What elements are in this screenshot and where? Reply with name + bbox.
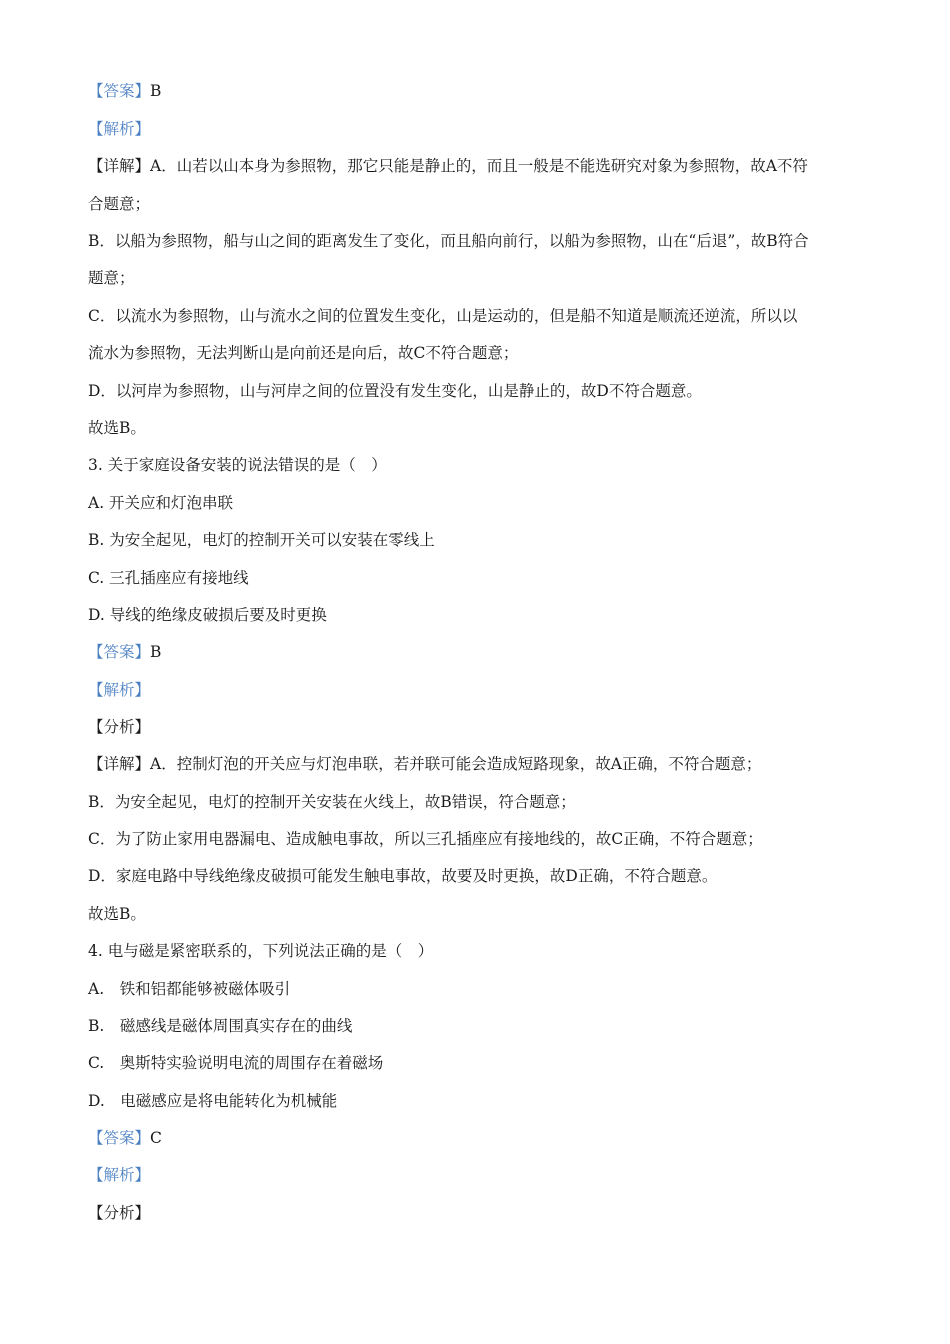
text-segment: 故选B。 — [88, 419, 146, 437]
text-segment: B — [150, 643, 162, 661]
text-segment: C．为了防止家用电器漏电、造成触电事故，所以三孔插座应有接地线的，故C正确，不符合题意； — [88, 830, 763, 848]
text-segment: D．以河岸为参照物，山与河岸之间的位置没有发生变化，山是静止的，故D不符合题意。 — [88, 382, 702, 400]
text-line — [88, 119, 870, 139]
text-segment: 故选B。 — [88, 905, 146, 923]
text-segment: 【详解】A．山若以山本身为参照物，那它只能是静止的，而且一般是不能选研究对象为参照物，故A不符 — [88, 157, 808, 175]
text-segment: A. 铁和铝都能够被磁体吸引 — [88, 980, 291, 998]
section-label: 【答案】 — [88, 643, 151, 661]
text-line — [88, 530, 870, 550]
text-segment: C — [150, 1129, 162, 1147]
text-line — [88, 866, 870, 886]
text-line — [88, 156, 870, 176]
text-segment: 流水为参照物，无法判断山是向前还是向后，故C不符合题意； — [88, 344, 519, 362]
text-segment: D. 电磁感应是将电能转化为机械能 — [88, 1092, 338, 1110]
text-line — [88, 343, 870, 363]
text-line — [88, 642, 870, 662]
text-segment: B．为安全起见，电灯的控制开关安装在火线上，故B错误，符合题意； — [88, 793, 576, 811]
text-segment: 合题意； — [88, 195, 151, 213]
text-line — [88, 568, 870, 588]
text-line — [88, 194, 870, 214]
text-line — [88, 792, 870, 812]
text-line — [88, 1203, 870, 1223]
text-line — [88, 1091, 870, 1111]
text-line — [88, 979, 870, 999]
text-line — [88, 418, 870, 438]
section-label: 【解析】 — [88, 1166, 151, 1184]
text-line — [88, 493, 870, 513]
text-line — [88, 605, 870, 625]
text-line — [88, 81, 870, 101]
text-segment: D. 导线的绝缘皮破损后要及时更换 — [88, 606, 327, 624]
text-line — [88, 904, 870, 924]
text-segment: B. 磁感线是磁体周围真实存在的曲线 — [88, 1017, 353, 1035]
section-label: 【解析】 — [88, 120, 151, 138]
text-line — [88, 1016, 870, 1036]
text-line — [88, 268, 870, 288]
text-line — [88, 1165, 870, 1185]
text-segment: 【详解】A．控制灯泡的开关应与灯泡串联，若并联可能会造成短路现象，故A正确，不符合题意； — [88, 755, 762, 773]
section-label: 【解析】 — [88, 681, 151, 699]
text-segment: C. 奥斯特实验说明电流的周围存在着磁场 — [88, 1054, 384, 1072]
text-segment: A. 开关应和灯泡串联 — [88, 494, 234, 512]
text-segment: C．以流水为参照物，山与流水之间的位置发生变化，山是运动的，但是船不知道是顺流还逆流，所以以 — [88, 307, 798, 325]
section-label: 【答案】 — [88, 82, 151, 100]
text-line — [88, 231, 870, 251]
text-segment: B. 为安全起见，电灯的控制开关可以安装在零线上 — [88, 531, 435, 549]
text-line — [88, 754, 870, 774]
text-segment: 【分析】 — [88, 1204, 151, 1222]
text-segment: C. 三孔插座应有接地线 — [88, 569, 249, 587]
text-line — [88, 717, 870, 737]
text-line — [88, 829, 870, 849]
text-line — [88, 306, 870, 326]
text-segment: 【分析】 — [88, 718, 151, 736]
text-line — [88, 381, 870, 401]
text-segment: 3. 关于家庭设备安装的说法错误的是（ ） — [88, 456, 387, 474]
text-segment: B — [150, 82, 162, 100]
text-line — [88, 455, 870, 475]
text-line — [88, 680, 870, 700]
text-line — [88, 941, 870, 961]
text-segment: 4. 电与磁是紧密联系的，下列说法正确的是（ ） — [88, 942, 434, 960]
text-segment: 题意； — [88, 269, 135, 287]
section-label: 【答案】 — [88, 1129, 151, 1147]
text-segment: B．以船为参照物，船与山之间的距离发生了变化，而且船向前行，以船为参照物，山在“后退”，故B符合 — [88, 232, 809, 250]
text-segment: D．家庭电路中导线绝缘皮破损可能发生触电事故，故要及时更换，故D正确，不符合题意。 — [88, 867, 718, 885]
text-line — [88, 1128, 870, 1148]
text-line — [88, 1053, 870, 1073]
